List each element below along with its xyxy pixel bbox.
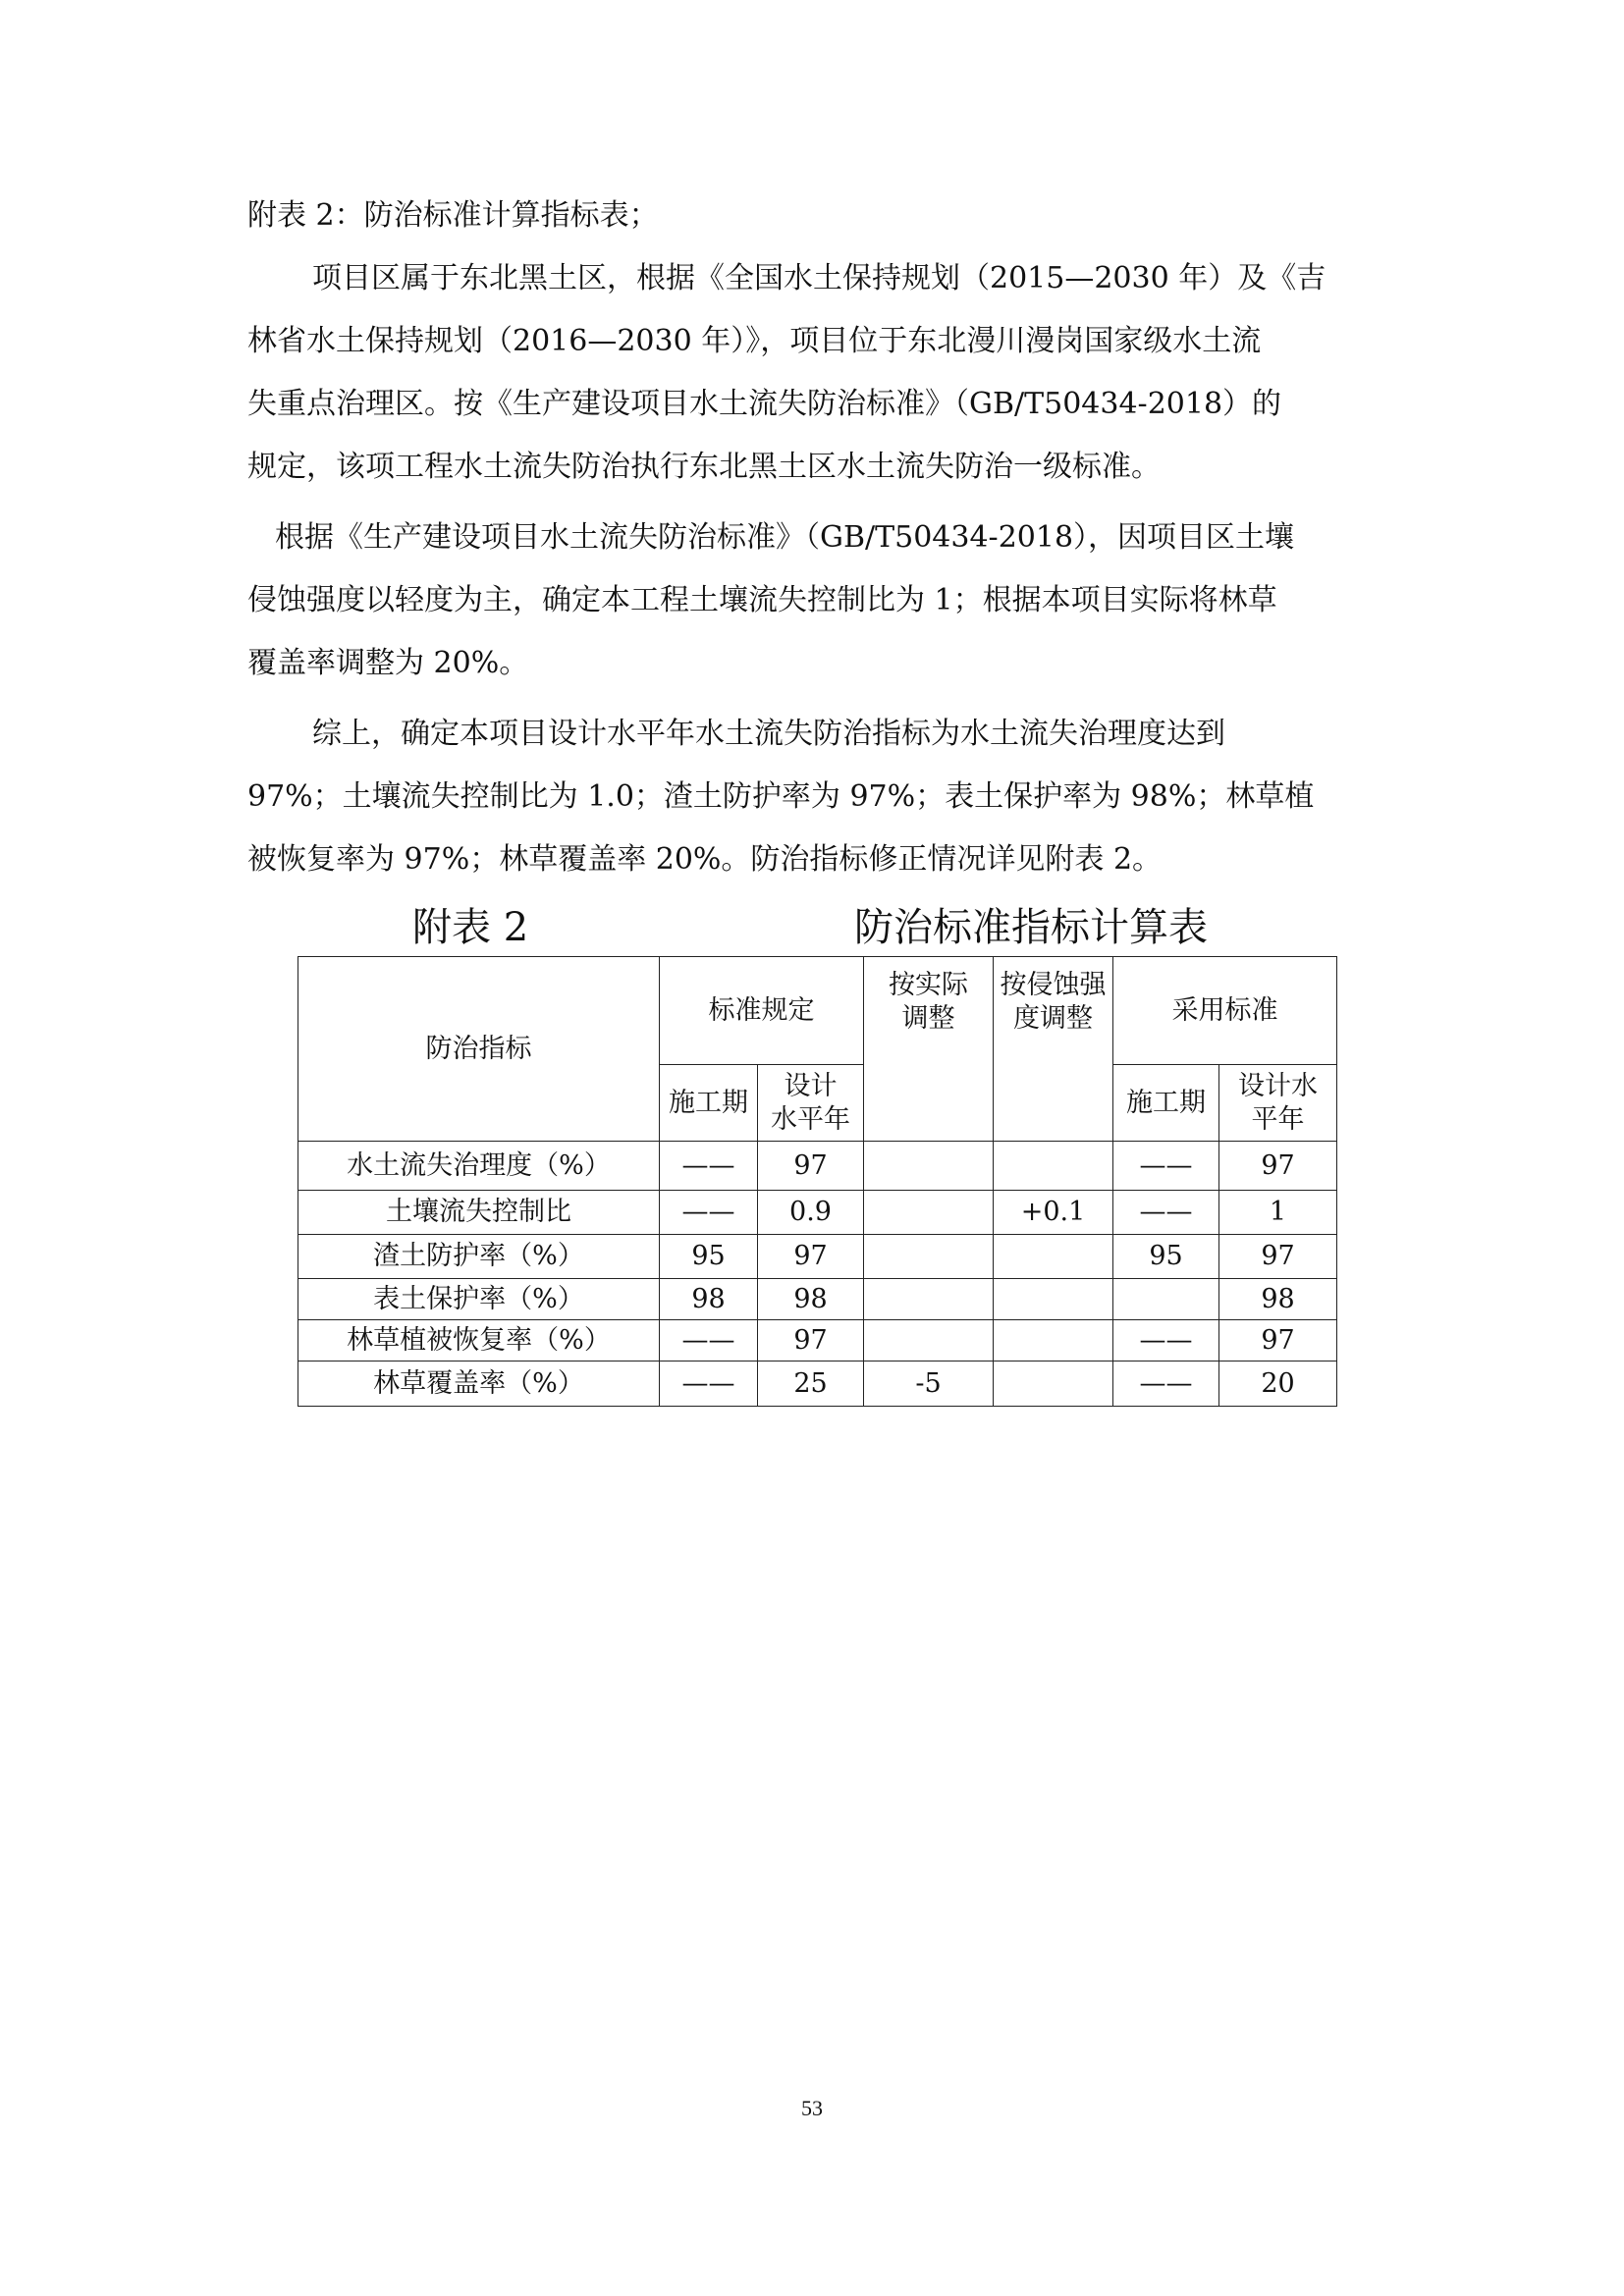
cell-std-design: 25: [758, 1362, 864, 1407]
cell-adopted-construction: 95: [1113, 1235, 1219, 1279]
header-adopted-design: [1219, 1065, 1337, 1142]
cell-adopted-construction: ——: [1113, 1320, 1219, 1362]
header-by-actual-line-1: 按实际: [889, 970, 968, 1000]
paragraph-3-line-2: 97%；土壤流失控制比为 1.0；渣土防护率为 97%；表土保护率为 98%；林草植: [247, 779, 1315, 814]
table-row: [298, 1235, 1337, 1279]
table-row: [298, 1320, 1337, 1362]
cell-adopted-construction: ——: [1113, 1191, 1219, 1235]
cell-std-construction: ——: [660, 1142, 758, 1191]
standards-table: [298, 956, 1337, 1407]
cell-adopted-design: 97: [1219, 1235, 1337, 1279]
cell-by-erosion: [994, 1235, 1113, 1279]
row-indicator: 表土保护率（%）: [298, 1279, 660, 1320]
cell-adopted-design: 1: [1219, 1191, 1337, 1235]
header-std-design-line-2: 水平年: [771, 1103, 850, 1135]
table-row: [298, 1191, 1337, 1235]
row-indicator: 林草覆盖率（%）: [298, 1362, 660, 1407]
cell-std-design: 97: [758, 1320, 864, 1362]
paragraph-1-line-1: 项目区属于东北黑土区，根据《全国水土保持规划（2015—2030 年）及《吉: [312, 261, 1326, 295]
header-adopted-construction: 施工期: [1113, 1065, 1219, 1142]
paragraph-1-line-3: 失重点治理区。按《生产建设项目水土流失防治标准》（GB/T50434-2018）的: [247, 387, 1282, 421]
paragraph-2-line-3: 覆盖率调整为 20%。: [247, 646, 529, 680]
cell-std-design: 98: [758, 1279, 864, 1320]
paragraph-3-line-3: 被恢复率为 97%；林草覆盖率 20%。防治指标修正情况详见附表 2。: [247, 842, 1163, 877]
cell-std-construction: 98: [660, 1279, 758, 1320]
paragraph-1-line-4: 规定，该项工程水土流失防治执行东北黑土区水土流失防治一级标准。: [247, 450, 1161, 484]
cell-adopted-design: 20: [1219, 1362, 1337, 1407]
header-adopted-design-line-2: 平年: [1251, 1103, 1305, 1135]
cell-by-erosion: [994, 1362, 1113, 1407]
cell-by-erosion: +0.1: [994, 1191, 1113, 1235]
page-number: 53: [801, 2096, 823, 2120]
table-header-row: [298, 957, 1337, 1065]
cell-adopted-design: 97: [1219, 1320, 1337, 1362]
cell-by-actual: [864, 1235, 994, 1279]
header-adopted: 采用标准: [1113, 957, 1337, 1065]
paragraph-3-line-1: 综上，确定本项目设计水平年水土流失防治指标为水土流失治理度达到: [312, 717, 1225, 751]
cell-std-construction: ——: [660, 1191, 758, 1235]
cell-adopted-construction: ——: [1113, 1142, 1219, 1191]
paragraph-1-line-2: 林省水土保持规划（2016—2030 年）》，项目位于东北漫川漫岗国家级水土流: [247, 324, 1262, 358]
paragraph-2-line-1: 根据《生产建设项目水土流失防治标准》（GB/T50434-2018），因项目区土壤: [275, 520, 1295, 555]
table-row: [298, 1142, 1337, 1191]
table-caption-title: 防治标准指标计算表: [854, 905, 1208, 950]
cell-by-actual: [864, 1279, 994, 1320]
table-caption-label: 附表 2: [412, 905, 529, 950]
header-std-design: [758, 1065, 864, 1142]
row-indicator: 林草植被恢复率（%）: [298, 1320, 660, 1362]
cell-by-erosion: [994, 1279, 1113, 1320]
cell-by-actual: [864, 1191, 994, 1235]
cell-adopted-construction: [1113, 1279, 1219, 1320]
cell-std-design: 97: [758, 1142, 864, 1191]
cell-std-construction: ——: [660, 1320, 758, 1362]
header-by-actual-line-2: 调整: [901, 1003, 955, 1034]
table-row: [298, 1362, 1337, 1407]
cell-by-actual: [864, 1142, 994, 1191]
cell-std-construction: ——: [660, 1362, 758, 1407]
cell-std-construction: 95: [660, 1235, 758, 1279]
paragraph-2-line-2: 侵蚀强度以轻度为主，确定本工程土壤流失控制比为 1；根据本项目实际将林草: [247, 583, 1277, 617]
cell-by-actual: -5: [864, 1362, 994, 1407]
row-indicator: 土壤流失控制比: [298, 1191, 660, 1235]
cell-by-erosion: [994, 1142, 1113, 1191]
header-by-erosion: [994, 957, 1113, 1142]
section-heading: 附表 2：防治标准计算指标表；: [247, 198, 659, 233]
cell-by-erosion: [994, 1320, 1113, 1362]
header-by-actual: [864, 957, 994, 1142]
header-std-construction: 施工期: [660, 1065, 758, 1142]
cell-adopted-design: 97: [1219, 1142, 1337, 1191]
table-row: [298, 1279, 1337, 1320]
header-by-erosion-line-1: 按侵蚀强: [1000, 970, 1107, 1000]
header-by-erosion-line-2: 度调整: [1013, 1003, 1093, 1034]
header-adopted-design-line-1: 设计水: [1238, 1070, 1318, 1101]
cell-adopted-design: 98: [1219, 1279, 1337, 1320]
cell-std-design: 0.9: [758, 1191, 864, 1235]
row-indicator: 渣土防护率（%）: [298, 1235, 660, 1279]
row-indicator: 水土流失治理度（%）: [298, 1142, 660, 1191]
header-indicator: 防治指标: [298, 957, 660, 1142]
header-std-design-line-1: 设计: [784, 1070, 838, 1101]
cell-adopted-construction: ——: [1113, 1362, 1219, 1407]
cell-by-actual: [864, 1320, 994, 1362]
cell-std-design: 97: [758, 1235, 864, 1279]
header-standard: 标准规定: [660, 957, 864, 1065]
